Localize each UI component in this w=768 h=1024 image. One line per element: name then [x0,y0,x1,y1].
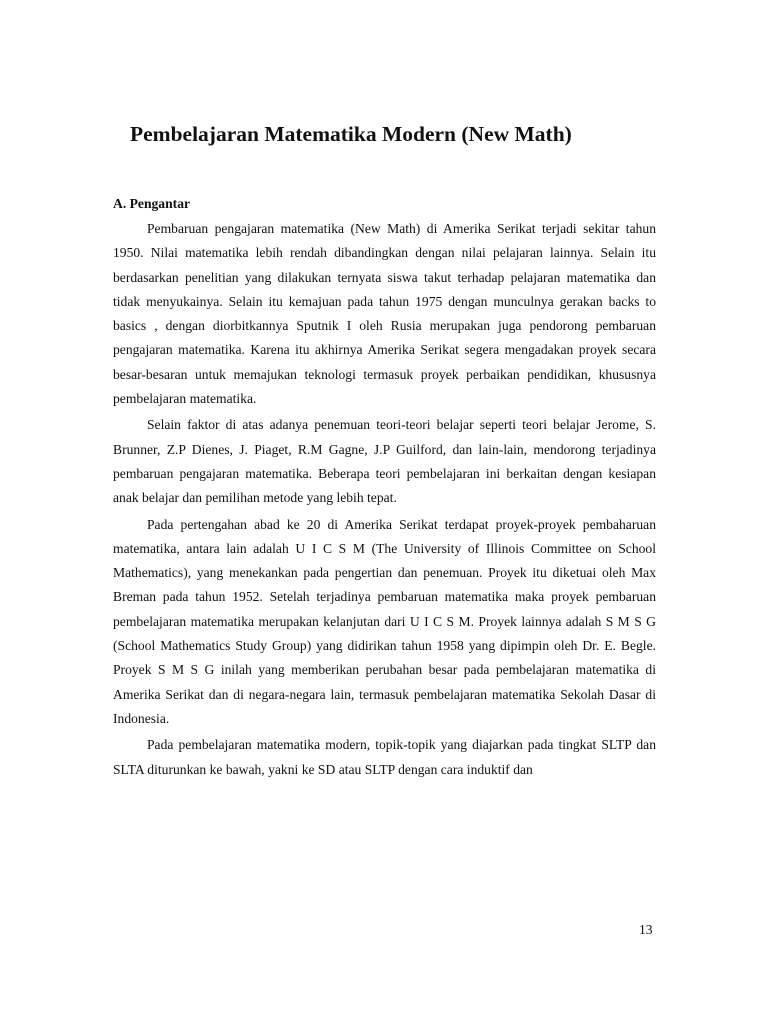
paragraph-3: Pada pertengahan abad ke 20 di Amerika Serikat terdapat proyek-proyek pembaharuan matematika, antara lain adalah U I C S M (The University of Illinois Committee on School Mathematics), yang menekankan pada pengertian dan penemuan. Proyek itu diketuai oleh Max Breman pada tahun 1952. Setelah terjadinya pembaruan matematika maka proyek pembaruan pembelajaran matematika merupakan kelanjutan dari U I C S M. Proyek lainnya adalah S M S G (School Mathematics Study Group) yang didirikan tahun 1958 yang dipimpin oleh Dr. E. Begle. Proyek S M S G inilah yang memberikan perubahan besar pada pembelajaran matematika di Amerika Serikat dan di negara-negara lain, termasuk pembelajaran matematika Sekolah Dasar di Indonesia. [113,516,656,726]
paragraph-4: Pada pembelajaran matematika modern, topik-topik yang diajarkan pada tingkat SLTP dan SLTA diturunkan ke bawah, yakni ke SD atau SLTP dengan cara induktif dan [113,737,656,777]
section-heading: A. Pengantar [113,196,191,211]
document-title: Pembelajaran Matematika Modern (New Math) [130,122,572,146]
paragraph-1: Pembaruan pengajaran matematika (New Math) di Amerika Serikat terjadi sekitar tahun 1950. Nilai matematika lebih rendah dibandingkan dengan nilai pelajaran lainnya. Selain itu berdasarkan penelitian yang dilakukan ternyata siswa takut terhadap pelajaran matematika dan tidak menyukainya. Selain itu kemajuan pada tahun 1975 dengan munculnya gerakan backs to basics , dengan diorbitkannya Sputnik I oleh Rusia merupakan juga pendorong pembaruan pengajaran matematika. Karena itu akhirnya Amerika Serikat segera mengadakan proyek secara besar-besaran untuk memajukan teknologi termasuk proyek perbaikan pendidikan, khususnya pembelajaran matematika. [113,221,656,407]
document-body [113,217,656,784]
paragraph-2: Selain faktor di atas adanya penemuan teori-teori belajar seperti teori belajar Jerome, S. Brunner, Z.P Dienes, J. Piaget, R.M Gagne, J.P Guilford, dan lain-lain, mendorong terjadinya pembaruan pengajaran matematika. Beberapa teori pembelajaran ini berkaitan dengan kesiapan anak belajar dan pemilihan metode yang lebih tepat. [113,417,656,506]
page-number: 13 [639,922,653,937]
